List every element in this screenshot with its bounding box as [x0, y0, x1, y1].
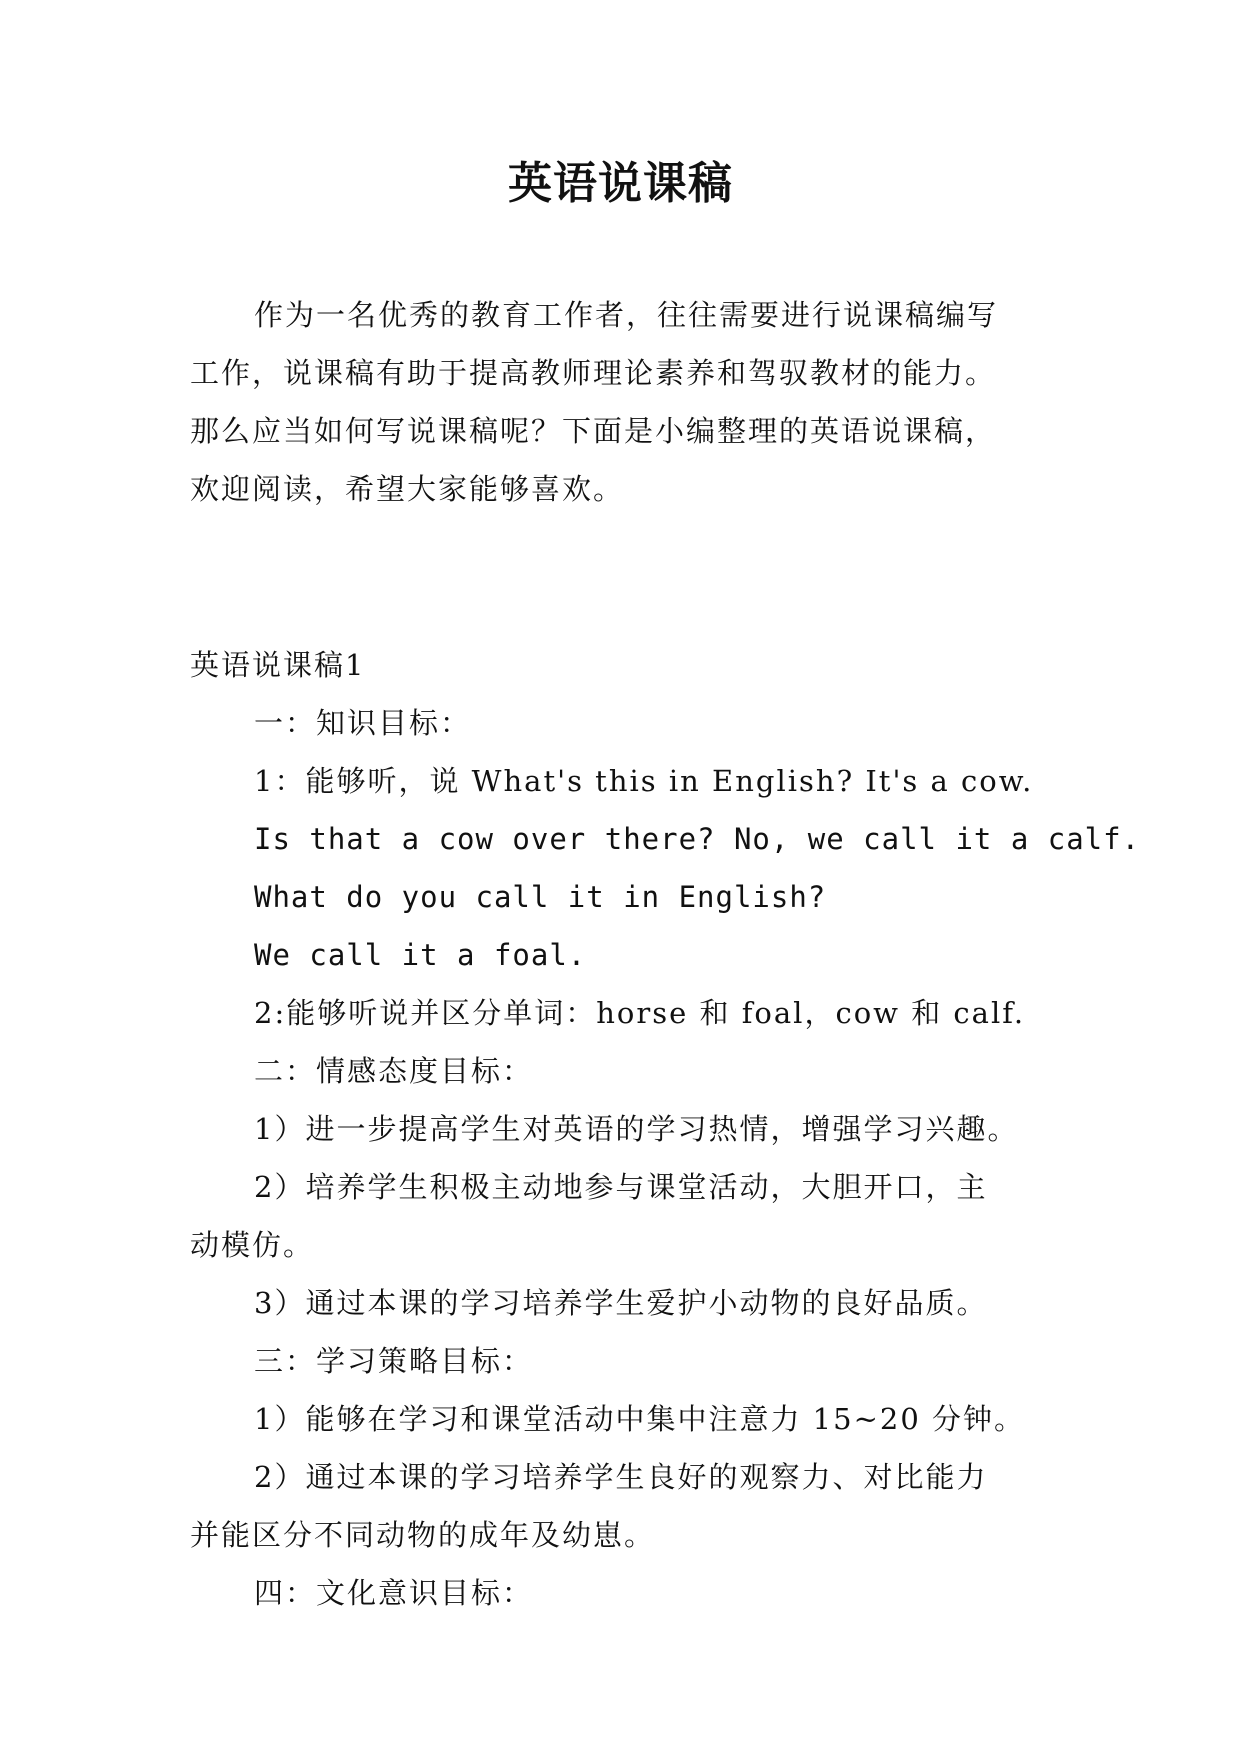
body-line: 并能区分不同动物的成年及幼崽。	[190, 1518, 656, 1552]
body-line: 1）进一步提高学生对英语的学习热情，增强学习兴趣。	[254, 1112, 1019, 1146]
intro-line: 那么应当如何写说课稿呢？下面是小编整理的英语说课稿，	[190, 414, 997, 448]
intro-line: 欢迎阅读，希望大家能够喜欢。	[190, 472, 625, 506]
goal-heading-knowledge: 一：知识目标：	[254, 706, 472, 740]
body-line: 2）培养学生积极主动地参与课堂活动，大胆开口，主	[254, 1170, 988, 1204]
body-line: 1）能够在学习和课堂活动中集中注意力 15~20 分钟。	[254, 1402, 1025, 1436]
english-line: We call it a foal.	[254, 938, 587, 972]
body-line: 1：能够听，说 What's this in English? It's a cow.	[254, 764, 1034, 798]
goal-heading-culture: 四：文化意识目标：	[254, 1576, 534, 1610]
body-line: 3）通过本课的学习培养学生爱护小动物的良好品质。	[254, 1286, 988, 1320]
section-heading: 英语说课稿1	[190, 648, 366, 682]
english-line: Is that a cow over there? No, we call it a calf.	[254, 822, 1141, 856]
english-line: What do you call it in English?	[254, 880, 827, 914]
intro-line: 作为一名优秀的教育工作者，往往需要进行说课稿编写	[254, 298, 999, 332]
body-line: 2）通过本课的学习培养学生良好的观察力、对比能力	[254, 1460, 988, 1494]
body-line: 2:能够听说并区分单词：horse 和 foal，cow 和 calf.	[254, 996, 1026, 1030]
goal-heading-emotion: 二：情感态度目标：	[254, 1054, 534, 1088]
intro-line: 工作，说课稿有助于提高教师理论素养和驾驭教材的能力。	[190, 356, 997, 390]
section-spacer	[190, 518, 1056, 636]
page-title: 英语说课稿	[508, 158, 733, 209]
body-line: 动模仿。	[190, 1228, 315, 1262]
goal-heading-strategy: 三：学习策略目标：	[254, 1344, 534, 1378]
document-body	[190, 286, 1141, 1622]
